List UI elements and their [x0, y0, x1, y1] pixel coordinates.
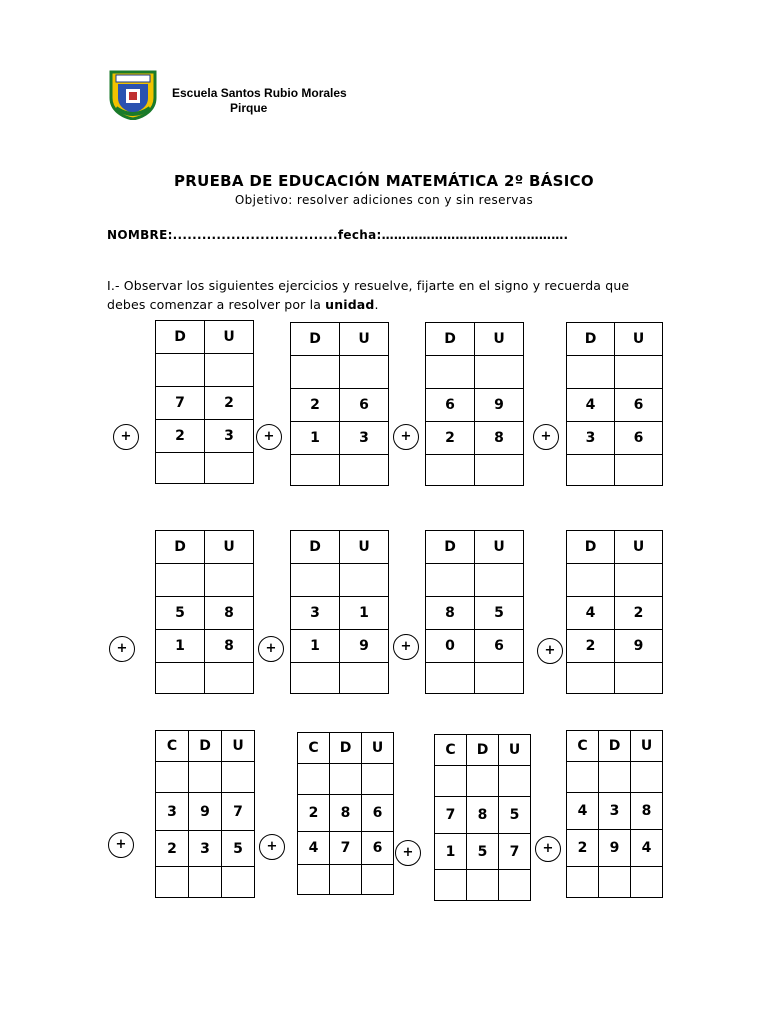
cell-top-u: 1: [340, 597, 389, 630]
cell-top-d: 2: [291, 389, 340, 422]
cell-carry-blank[interactable]: [205, 564, 254, 597]
cell-header-c: C: [435, 735, 467, 766]
cell-result-blank[interactable]: [631, 867, 663, 898]
cell-carry-blank[interactable]: [567, 564, 615, 597]
cell-carry-blank[interactable]: [291, 356, 340, 389]
cell-top-u: 9: [475, 389, 524, 422]
exercise-grid-8: [566, 530, 663, 694]
cell-carry-blank[interactable]: [156, 564, 205, 597]
name-label: NOMBRE:: [107, 228, 173, 242]
cell-carry-blank[interactable]: [189, 762, 222, 793]
cell-top-u: 5: [475, 597, 524, 630]
cell-carry-blank[interactable]: [631, 762, 663, 793]
cell-top-u: 8: [205, 597, 254, 630]
cell-carry-blank[interactable]: [291, 564, 340, 597]
cell-top-d: 6: [426, 389, 475, 422]
school-crest-icon: [108, 70, 158, 120]
cell-result-blank[interactable]: [330, 865, 362, 895]
cell-top-u: 6: [615, 389, 663, 422]
cell-result-blank[interactable]: [340, 663, 389, 694]
cell-top-u: 8: [631, 793, 663, 830]
cell-carry-blank[interactable]: [340, 356, 389, 389]
plus-sign-icon: +: [533, 424, 559, 450]
cell-carry-blank[interactable]: [435, 766, 467, 797]
cell-carry-blank[interactable]: [599, 762, 631, 793]
cell-top-d: 8: [330, 795, 362, 832]
cell-header-u: U: [631, 731, 663, 762]
cell-bottom-u: 9: [615, 630, 663, 663]
cell-bottom-u: 6: [615, 422, 663, 455]
instructions-text: I.- Observar los siguientes ejercicios y resuelve, fijarte en el signo y recuerda que debes comenzar a resolver por la: [107, 278, 630, 312]
cell-result-blank[interactable]: [298, 865, 330, 895]
cell-header-u: U: [499, 735, 531, 766]
cell-result-blank[interactable]: [156, 453, 205, 484]
cell-bottom-d: 3: [567, 422, 615, 455]
cell-result-blank[interactable]: [567, 867, 599, 898]
objective-text: Objetivo: resolver adiciones con y sin reservas: [234, 193, 534, 207]
cell-top-u: 2: [205, 387, 254, 420]
cell-result-blank[interactable]: [291, 663, 340, 694]
cell-result-blank[interactable]: [291, 455, 340, 486]
cell-bottom-d: 9: [599, 830, 631, 867]
cell-bottom-d: 2: [156, 420, 205, 453]
cell-top-d: 7: [156, 387, 205, 420]
cell-header-u: U: [362, 733, 394, 764]
cell-result-blank[interactable]: [475, 663, 524, 694]
plus-sign-icon: +: [113, 424, 139, 450]
cell-bottom-d: 7: [330, 832, 362, 865]
cell-bottom-d: 3: [189, 831, 222, 867]
cell-result-blank[interactable]: [599, 867, 631, 898]
cell-carry-blank[interactable]: [340, 564, 389, 597]
cell-bottom-d: 1: [291, 422, 340, 455]
cell-header-u: U: [205, 531, 254, 564]
cell-result-blank[interactable]: [205, 663, 254, 694]
plus-sign-icon: +: [535, 836, 561, 862]
exercise-grid-3: [425, 322, 524, 486]
exercise-grid-1: [155, 320, 254, 484]
cell-header-c: C: [567, 731, 599, 762]
cell-carry-blank[interactable]: [567, 762, 599, 793]
exercise-grid-5: [155, 530, 254, 694]
cell-header-d: D: [599, 731, 631, 762]
school-city: Pirque: [230, 101, 268, 115]
cell-header-d: D: [567, 323, 615, 356]
exercise-grid-11: [434, 734, 531, 901]
cell-bottom-u: 8: [205, 630, 254, 663]
cell-bottom-c: 4: [298, 832, 330, 865]
date-blank: …………………………..………….: [381, 228, 569, 242]
cell-top-d: 3: [599, 793, 631, 830]
cell-result-blank[interactable]: [362, 865, 394, 895]
cell-header-u: U: [475, 323, 524, 356]
cell-carry-blank[interactable]: [475, 564, 524, 597]
cell-carry-blank[interactable]: [467, 766, 499, 797]
cell-carry-blank[interactable]: [426, 564, 475, 597]
cell-header-u: U: [222, 731, 255, 762]
cell-result-blank[interactable]: [615, 455, 663, 486]
cell-carry-blank[interactable]: [362, 764, 394, 795]
cell-bottom-u: 8: [475, 422, 524, 455]
cell-carry-blank[interactable]: [426, 356, 475, 389]
cell-result-blank[interactable]: [156, 867, 189, 898]
cell-result-blank[interactable]: [567, 663, 615, 694]
cell-bottom-d: 1: [156, 630, 205, 663]
cell-bottom-c: 1: [435, 834, 467, 870]
cell-carry-blank[interactable]: [475, 356, 524, 389]
cell-bottom-u: 9: [340, 630, 389, 663]
exercise-grid-4: [566, 322, 663, 486]
exercise-grid-7: [425, 530, 524, 694]
cell-header-u: U: [340, 531, 389, 564]
cell-top-d: 9: [189, 793, 222, 831]
plus-sign-icon: +: [395, 840, 421, 866]
cell-header-u: U: [615, 323, 663, 356]
cell-top-u: 5: [499, 797, 531, 834]
page-title: PRUEBA DE EDUCACIÓN MATEMÁTICA 2º BÁSICO: [174, 172, 594, 190]
cell-bottom-d: 5: [467, 834, 499, 870]
cell-header-d: D: [467, 735, 499, 766]
exercise-grid-6: [290, 530, 389, 694]
cell-top-d: 4: [567, 389, 615, 422]
instructions-bold: unidad: [325, 297, 375, 312]
cell-carry-blank[interactable]: [330, 764, 362, 795]
plus-sign-icon: +: [109, 636, 135, 662]
cell-bottom-d: 2: [567, 630, 615, 663]
cell-bottom-d: 0: [426, 630, 475, 663]
instructions-end: .: [374, 297, 379, 312]
cell-header-u: U: [205, 321, 254, 354]
cell-carry-blank[interactable]: [615, 564, 663, 597]
cell-result-blank[interactable]: [435, 870, 467, 901]
plus-sign-icon: +: [259, 834, 285, 860]
cell-result-blank[interactable]: [189, 867, 222, 898]
cell-result-blank[interactable]: [426, 663, 475, 694]
cell-top-d: 8: [467, 797, 499, 834]
cell-header-u: U: [340, 323, 389, 356]
cell-result-blank[interactable]: [475, 455, 524, 486]
cell-bottom-c: 2: [567, 830, 599, 867]
cell-bottom-u: 6: [362, 832, 394, 865]
cell-carry-blank[interactable]: [205, 354, 254, 387]
cell-header-c: C: [156, 731, 189, 762]
cell-header-d: D: [189, 731, 222, 762]
cell-carry-blank[interactable]: [222, 762, 255, 793]
cell-carry-blank[interactable]: [156, 762, 189, 793]
cell-top-u: 2: [615, 597, 663, 630]
cell-top-d: 4: [567, 597, 615, 630]
cell-header-u: U: [475, 531, 524, 564]
cell-result-blank[interactable]: [567, 455, 615, 486]
exercise-grid-10: [297, 732, 394, 895]
cell-bottom-u: 5: [222, 831, 255, 867]
cell-top-d: 8: [426, 597, 475, 630]
cell-result-blank[interactable]: [156, 663, 205, 694]
cell-top-c: 3: [156, 793, 189, 831]
cell-result-blank[interactable]: [222, 867, 255, 898]
name-date-line: [107, 228, 568, 242]
exercise-grid-9: [155, 730, 255, 898]
plus-sign-icon: +: [256, 424, 282, 450]
cell-result-blank[interactable]: [499, 870, 531, 901]
cell-top-c: 4: [567, 793, 599, 830]
plus-sign-icon: +: [537, 638, 563, 664]
cell-header-d: D: [426, 323, 475, 356]
cell-bottom-c: 2: [156, 831, 189, 867]
cell-bottom-u: 3: [205, 420, 254, 453]
plus-sign-icon: +: [393, 634, 419, 660]
cell-result-blank[interactable]: [467, 870, 499, 901]
cell-bottom-d: 2: [426, 422, 475, 455]
cell-header-d: D: [156, 321, 205, 354]
cell-bottom-u: 4: [631, 830, 663, 867]
cell-header-d: D: [426, 531, 475, 564]
cell-top-c: 2: [298, 795, 330, 832]
cell-bottom-u: 7: [499, 834, 531, 870]
cell-top-d: 5: [156, 597, 205, 630]
cell-header-d: D: [291, 531, 340, 564]
cell-carry-blank[interactable]: [298, 764, 330, 795]
name-blank: ..................................: [172, 228, 338, 242]
cell-result-blank[interactable]: [340, 455, 389, 486]
cell-top-c: 7: [435, 797, 467, 834]
cell-bottom-d: 1: [291, 630, 340, 663]
cell-carry-blank[interactable]: [499, 766, 531, 797]
cell-header-c: C: [298, 733, 330, 764]
cell-bottom-u: 3: [340, 422, 389, 455]
cell-bottom-u: 6: [475, 630, 524, 663]
cell-header-d: D: [291, 323, 340, 356]
instructions: [107, 276, 667, 314]
exercise-grid-2: [290, 322, 389, 486]
cell-top-u: 6: [340, 389, 389, 422]
date-label: fecha:: [337, 228, 382, 242]
exercise-grid-12: [566, 730, 663, 898]
cell-result-blank[interactable]: [205, 453, 254, 484]
cell-result-blank[interactable]: [426, 455, 475, 486]
cell-carry-blank[interactable]: [567, 356, 615, 389]
cell-top-d: 3: [291, 597, 340, 630]
cell-carry-blank[interactable]: [615, 356, 663, 389]
plus-sign-icon: +: [393, 424, 419, 450]
cell-header-d: D: [330, 733, 362, 764]
cell-header-u: U: [615, 531, 663, 564]
cell-carry-blank[interactable]: [156, 354, 205, 387]
school-name: Escuela Santos Rubio Morales: [172, 86, 347, 100]
plus-sign-icon: +: [108, 832, 134, 858]
plus-sign-icon: +: [258, 636, 284, 662]
cell-header-d: D: [156, 531, 205, 564]
cell-header-d: D: [567, 531, 615, 564]
cell-result-blank[interactable]: [615, 663, 663, 694]
cell-top-u: 6: [362, 795, 394, 832]
cell-top-u: 7: [222, 793, 255, 831]
